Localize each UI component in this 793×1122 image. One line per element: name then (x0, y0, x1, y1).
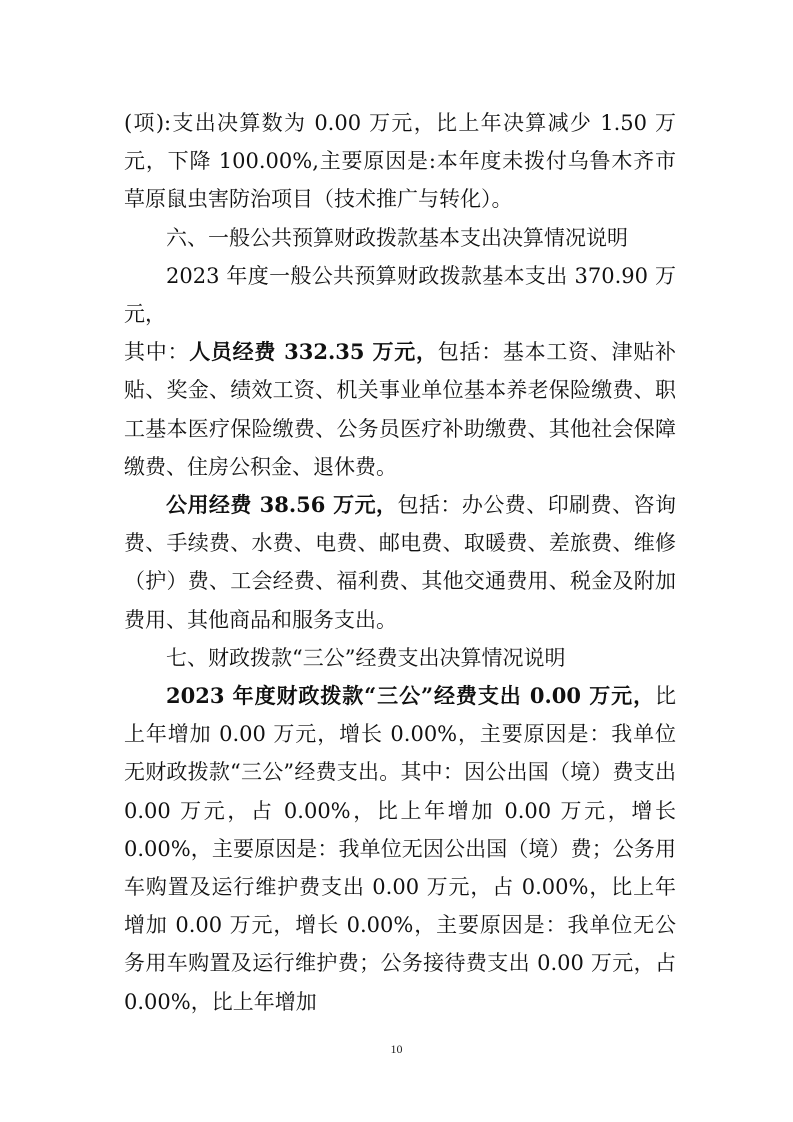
body-text (124, 104, 676, 1021)
paragraph-three-public (124, 677, 676, 1021)
page-number: 10 (390, 1042, 403, 1056)
personnel-expenses-bold: 人员经费 332.35 万元， (189, 339, 438, 365)
public-expenses-bold: 公用经费 38.56 万元， (166, 492, 398, 518)
public-expenses-items: 包括：办公费、印刷费、咨询费、手续费、水费、电费、邮电费、取暖费、差旅费、维修（护）费、工会经费、福利费、其他交通费用、税金及附加费用、其他商品和服务支出。 (124, 493, 676, 632)
paragraph-public-expenses (124, 486, 676, 639)
section-heading-6: 六、一般公共预算财政拨款基本支出决算情况说明 (166, 225, 628, 250)
paragraph-basic-expenditure: 2023 年度一般公共预算财政拨款基本支出 370.90 万元， (124, 263, 676, 327)
three-public-bold: 2023 年度财政拨款“三公”经费支出 0.00 万元， (166, 683, 655, 709)
three-public-details: 比上年增加 0.00 万元，增长 0.00%，主要原因是：我单位无财政拨款“三公”经费支出。其中：因公出国（境）费支出 0.00 万元，占 0.00%，比上年增加 0.00 万元，增长 0.00%，主要原因是：我单位无因公出国（境）费；公务用车购置及运行维护费支出 0.00 万元，占 0.00%，比上年增加 0.00 万元，增长 0.00%，主要原因是：我单位无公务用车购置及运行维护费；公务接待费支出 0.00 万元，占 0.00%，比上年增加 (124, 684, 676, 1014)
personnel-prefix: 其中： (124, 340, 190, 365)
paragraph-personnel-expenses (124, 333, 676, 486)
paragraph-continuation: (项):支出决算数为 0.00 万元，比上年决算减少 1.50 万元，下降 100.00%,主要原因是:本年度未拨付乌鲁木齐市草原鼠虫害防治项目（技术推广与转化）。 (124, 111, 676, 212)
section-heading-7: 七、财政拨款“三公”经费支出决算情况说明 (166, 645, 566, 670)
personnel-expenses-items: 包括：基本工资、津贴补贴、奖金、绩效工资、机关事业单位基本养老保险缴费、职工基本医疗保险缴费、公务员医疗补助缴费、其他社会保障缴费、住房公积金、退休费。 (124, 340, 677, 479)
